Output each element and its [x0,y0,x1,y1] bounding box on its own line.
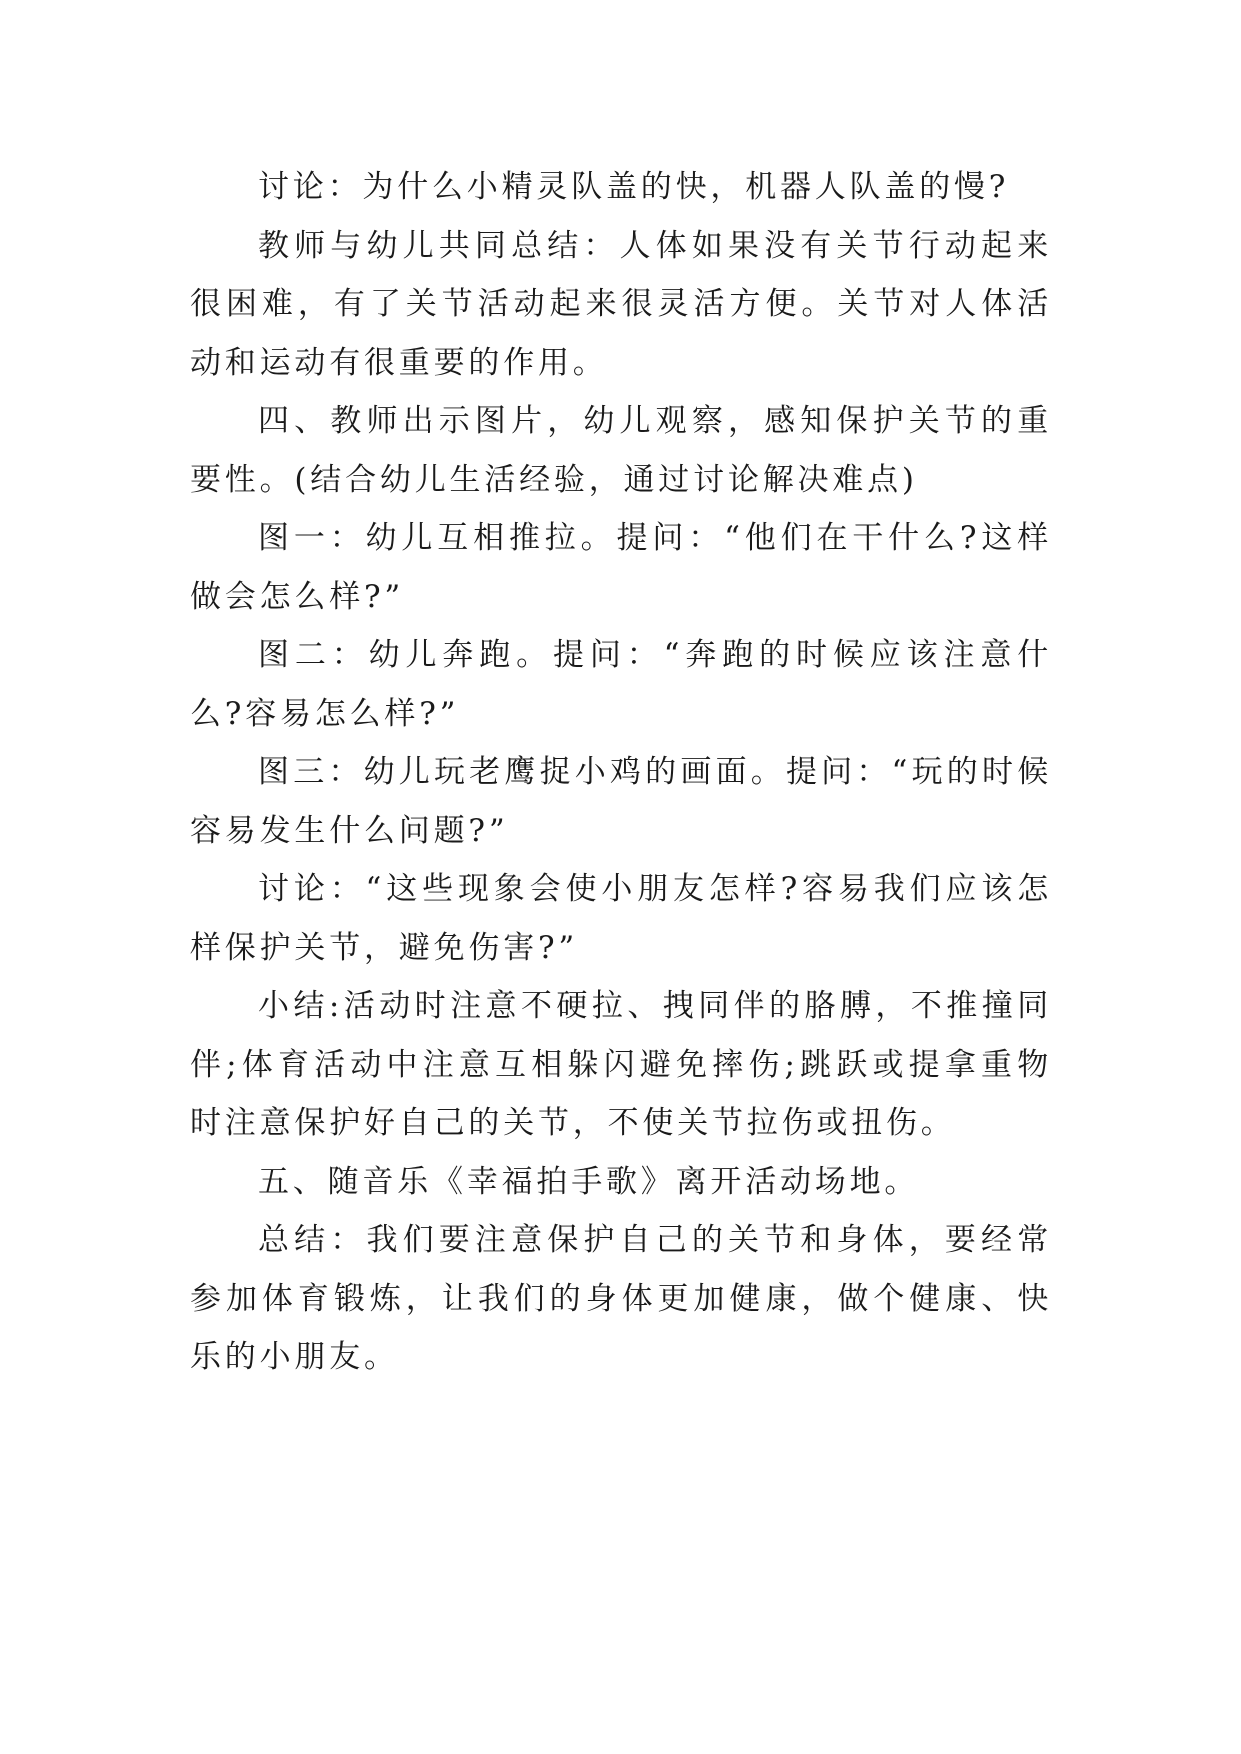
paragraph-conclusion: 总结：我们要注意保护自己的关节和身体，要经常参加体育锻炼，让我们的身体更加健康，做个健康、快乐的小朋友。 [190,1222,1052,1375]
paragraph-picture-three: 图三：幼儿玩老鹰捉小鸡的画面。提问：“玩的时候容易发生什么问题?” [190,754,1052,849]
paragraph-section-four: 四、教师出示图片，幼儿观察，感知保护关节的重要性。(结合幼儿生活经验，通过讨论解决难点) [190,403,1052,498]
paragraph-discussion-1: 讨论：为什么小精灵队盖的快，机器人队盖的慢? [258,169,1010,205]
paragraph-brief-summary: 小结:活动时注意不硬拉、拽同伴的胳膊，不推撞同伴;体育活动中注意互相躲闪避免摔伤;跳跃或提拿重物时注意保护好自己的关节，不使关节拉伤或扭伤。 [190,988,1052,1141]
paragraph-summary-teacher: 教师与幼儿共同总结：人体如果没有关节行动起来很困难，有了关节活动起来很灵活方便。关节对人体活动和运动有很重要的作用。 [190,227,1052,381]
paragraph-section-five: 五、随音乐《幸福拍手歌》离开活动场地。 [258,1163,920,1200]
paragraph-discussion-2: 讨论：“这些现象会使小朋友怎样?容易我们应该怎样保护关节，避免伤害?” [190,871,1052,966]
document-body [190,158,1052,1387]
paragraph-picture-one: 图一：幼儿互相推拉。提问：“他们在干什么?这样做会怎么样?” [190,520,1052,615]
paragraph-picture-two: 图二：幼儿奔跑。提问：“奔跑的时候应该注意什么?容易怎么样?” [190,637,1052,732]
